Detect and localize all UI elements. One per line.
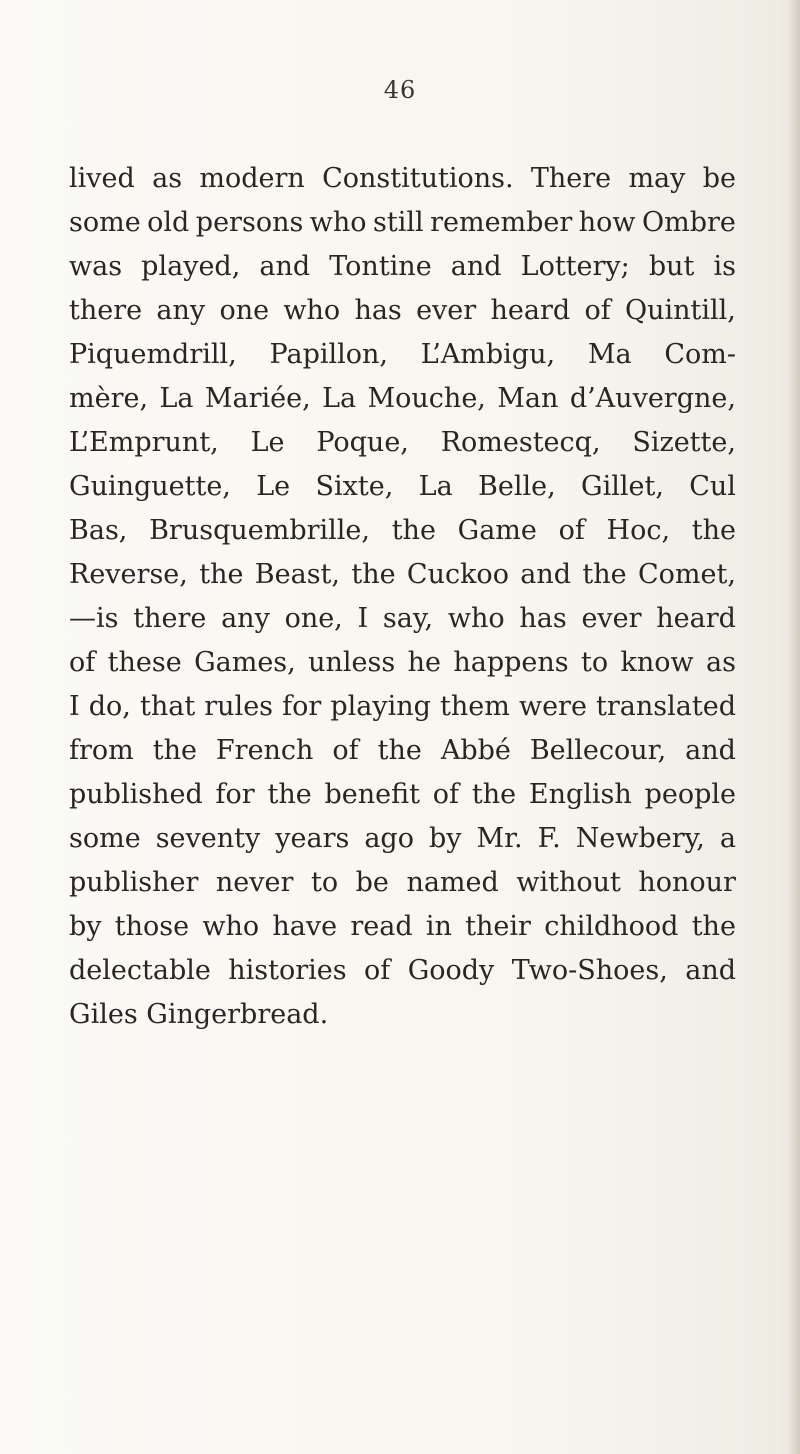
word: Ma	[587, 339, 632, 370]
word: Mr.	[476, 823, 523, 854]
word: there	[133, 603, 207, 634]
word: L’Emprunt,	[69, 427, 219, 458]
word: may	[628, 163, 686, 194]
word: Newbery,	[575, 823, 705, 854]
word: There	[530, 163, 612, 194]
word: know	[620, 647, 694, 678]
word: has	[519, 603, 567, 634]
word: Reverse,	[69, 559, 188, 590]
word: d’Auvergne,	[569, 383, 736, 414]
word: delectable	[69, 955, 211, 986]
word: happens	[453, 647, 569, 678]
text-line	[69, 949, 736, 993]
page-edge-shadow	[788, 0, 800, 1454]
word: and	[685, 955, 736, 986]
word: Papillon,	[269, 339, 388, 370]
text-line	[69, 641, 736, 685]
word: histories	[228, 955, 347, 986]
word: there	[69, 295, 143, 326]
word: named	[406, 867, 499, 898]
word: the	[691, 515, 736, 546]
word: Mariée,	[204, 383, 311, 414]
word: —is	[69, 603, 119, 634]
word: Ombre	[642, 207, 736, 238]
word: honour	[638, 867, 736, 898]
word: never	[215, 867, 294, 898]
word: Com-	[664, 339, 736, 370]
word: some	[69, 823, 141, 854]
word: French	[215, 735, 314, 766]
word: the	[351, 559, 396, 590]
word: Tontine	[329, 251, 432, 282]
word: childhood	[544, 911, 679, 942]
word: L’Ambigu,	[420, 339, 556, 370]
text-line	[69, 465, 736, 509]
word: the	[152, 735, 197, 766]
word: benefit	[324, 779, 420, 810]
word: say,	[382, 603, 434, 634]
word: Romestecq,	[440, 427, 601, 458]
word: still	[373, 207, 424, 238]
word: the	[377, 735, 422, 766]
text-line	[69, 597, 736, 641]
word: the	[391, 515, 436, 546]
word: Brusquembrille,	[149, 515, 370, 546]
word: Belle,	[478, 471, 556, 502]
word: Beast,	[254, 559, 340, 590]
word: in	[425, 911, 452, 942]
word: any	[221, 603, 270, 634]
word: has	[354, 295, 402, 326]
text-line	[69, 509, 736, 553]
word: for	[215, 779, 255, 810]
word: La	[159, 383, 194, 414]
word: Hoc,	[606, 515, 671, 546]
text-line	[69, 861, 736, 905]
word: as	[152, 163, 183, 194]
word: publisher	[69, 867, 199, 898]
text-line	[69, 817, 736, 861]
word: persons	[195, 207, 304, 238]
word: one,	[284, 603, 343, 634]
word: translated	[596, 691, 736, 722]
word: published	[69, 779, 203, 810]
word: heard	[656, 603, 736, 634]
word: but	[648, 251, 695, 282]
word: Goody	[407, 955, 495, 986]
word: their	[465, 911, 531, 942]
word: them	[440, 691, 510, 722]
word: ever	[416, 295, 477, 326]
text-line	[69, 729, 736, 773]
word: is	[713, 251, 736, 282]
word: Guinguette,	[69, 471, 231, 502]
word: Cul	[689, 471, 736, 502]
word: the	[199, 559, 244, 590]
word: rules	[204, 691, 274, 722]
word: I	[69, 691, 80, 722]
word: to	[310, 867, 339, 898]
word: and	[520, 559, 572, 590]
word: how	[578, 207, 636, 238]
word: of	[584, 295, 611, 326]
word: Comet,	[637, 559, 736, 590]
word: played,	[141, 251, 241, 282]
word: mère,	[69, 383, 149, 414]
word: Sizette,	[632, 427, 736, 458]
word: people	[644, 779, 736, 810]
word: Le	[256, 471, 291, 502]
word: those	[114, 911, 190, 942]
word: from	[69, 735, 134, 766]
word: Man	[497, 383, 559, 414]
word: who	[309, 207, 367, 238]
word: to	[581, 647, 609, 678]
word: Bas,	[69, 515, 128, 546]
text-line	[69, 553, 736, 597]
word-space	[138, 993, 147, 1037]
word: for	[282, 691, 322, 722]
word: of	[332, 735, 359, 766]
word: the	[691, 911, 736, 942]
word: of	[432, 779, 460, 810]
text-line	[69, 993, 736, 1037]
word: who	[202, 911, 260, 942]
word: remember	[430, 207, 573, 238]
word: of	[69, 647, 96, 678]
word: playing	[330, 691, 431, 722]
word: ago	[364, 823, 414, 854]
word: Giles	[69, 999, 138, 1030]
word: Gingerbread.	[146, 999, 329, 1030]
word: do,	[88, 691, 131, 722]
body-paragraph	[69, 157, 736, 1037]
word: Cuckoo	[406, 559, 509, 590]
word: the	[471, 779, 517, 810]
word: have	[272, 911, 338, 942]
word: Piquemdrill,	[69, 339, 237, 370]
word: Sixte,	[315, 471, 394, 502]
word: old	[147, 207, 190, 238]
word: and	[685, 735, 736, 766]
word: and	[450, 251, 502, 282]
text-line	[69, 905, 736, 949]
word: these	[107, 647, 182, 678]
word: Mouche,	[367, 383, 486, 414]
word: were	[518, 691, 587, 722]
word: modern	[199, 163, 305, 194]
word: by	[428, 823, 462, 854]
word: heard	[490, 295, 571, 326]
word: Abbé	[440, 735, 511, 766]
word: La	[418, 471, 453, 502]
word: Quintill,	[625, 295, 736, 326]
word: read	[350, 911, 413, 942]
text-line	[69, 245, 736, 289]
word: La	[322, 383, 357, 414]
word: some	[69, 207, 141, 238]
word: Bellecour,	[529, 735, 667, 766]
word: of	[364, 955, 391, 986]
word: the	[582, 559, 627, 590]
word: lived	[69, 163, 135, 194]
text-line	[69, 201, 736, 245]
text-line	[69, 157, 736, 201]
text-line	[69, 333, 736, 377]
word: a	[719, 823, 736, 854]
word: who	[447, 603, 505, 634]
word: of	[558, 515, 585, 546]
word: and	[259, 251, 311, 282]
text-line	[69, 289, 736, 333]
word: be	[702, 163, 736, 194]
text-line	[69, 377, 736, 421]
word: unless	[308, 647, 396, 678]
word: Constitutions.	[322, 163, 514, 194]
word: Games,	[194, 647, 296, 678]
word: Le	[250, 427, 285, 458]
word: he	[407, 647, 441, 678]
word: Lottery;	[520, 251, 630, 282]
word: Poque,	[316, 427, 409, 458]
word: without	[516, 867, 621, 898]
word: was	[69, 251, 123, 282]
text-line	[69, 421, 736, 465]
word: the	[267, 779, 312, 810]
page-number: 46	[383, 76, 417, 104]
word: one	[219, 295, 270, 326]
word: I	[357, 603, 369, 634]
word: F.	[537, 823, 561, 854]
word: that	[139, 691, 196, 722]
word: seventy	[155, 823, 261, 854]
text-line	[69, 773, 736, 817]
word: by	[69, 911, 102, 942]
word: as	[706, 647, 736, 678]
word: ever	[581, 603, 642, 634]
word: be	[355, 867, 389, 898]
word: years	[275, 823, 350, 854]
text-line	[69, 685, 736, 729]
word: who	[283, 295, 341, 326]
word: Two-Shoes,	[511, 955, 668, 986]
word: Game	[457, 515, 537, 546]
word: English	[528, 779, 632, 810]
word: Gillet,	[581, 471, 664, 502]
word: any	[156, 295, 206, 326]
